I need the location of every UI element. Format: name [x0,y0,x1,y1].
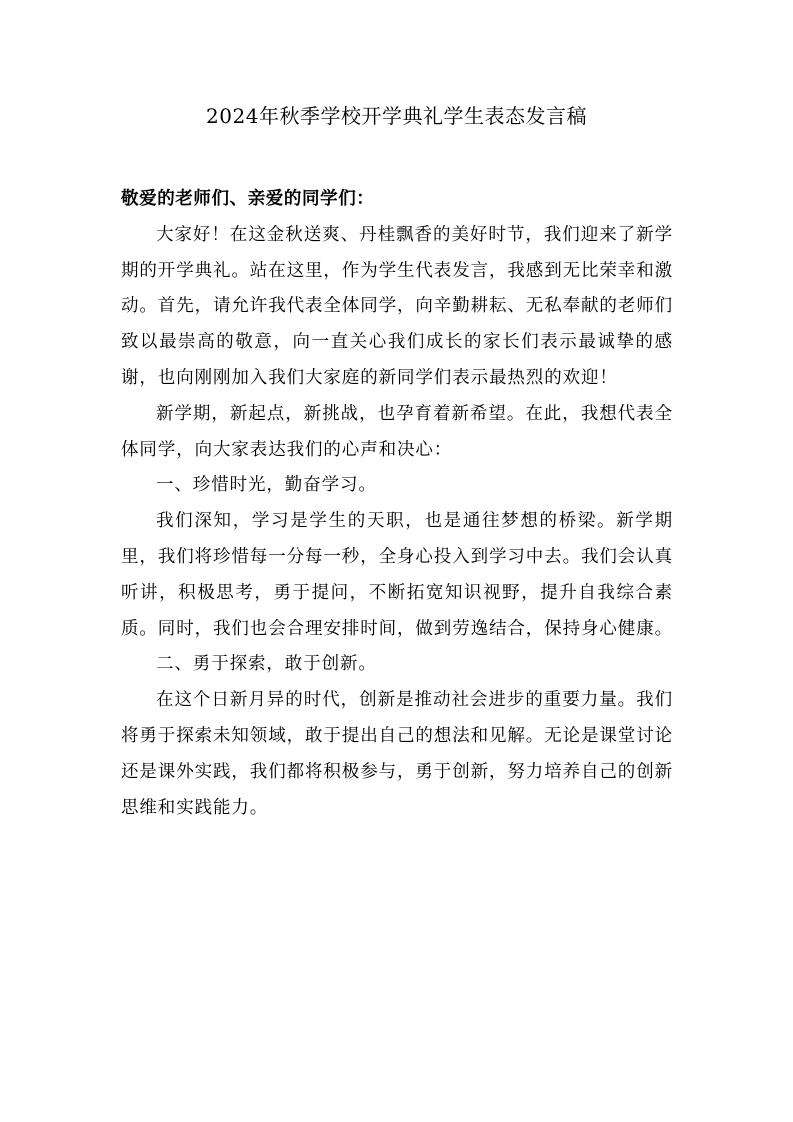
section-heading-2: 二、勇于探索，敢于创新。 [156,654,377,675]
paragraph-intro: 新学期，新起点，新挑战，也孕育着新希望。在此，我想代表全体同学，向大家表达我们的心声和决心： [121,403,673,460]
paragraph-study: 我们深知，学习是学生的天职，也是通往梦想的桥梁。新学期里，我们将珍惜每一分每一秒，全身心投入到学习中去。我们会认真听讲，积极思考，勇于提问，不断拓宽知识视野，提升自我综合素质。同时，我们也会合理安排时间，做到劳逸结合，保持身心健康。 [121,511,673,639]
salutation: 敬爱的老师们、亲爱的同学们： [121,189,375,209]
paragraph-opening: 大家好！在这金秋送爽、丹桂飘香的美好时节，我们迎来了新学期的开学典礼。站在这里，作为学生代表发言，我感到无比荣幸和激动。首先，请允许我代表全体同学，向辛勤耕耘、无私奉献的老师们致以最崇高的敬意，向一直关心我们成长的家长们表示最诚挚的感谢，也向刚刚加入我们大家庭的新同学们表示最热烈的欢迎！ [121,224,673,388]
document-body [121,182,673,826]
paragraph-innovation: 在这个日新月异的时代，创新是推动社会进步的重要力量。我们将勇于探索未知领域，敢于提出自己的想法和见解。无论是课堂讨论还是课外实践，我们都将积极参与，勇于创新，努力培养自己的创新思维和实践能力。 [121,690,673,818]
section-heading-1: 一、珍惜时光，勤奋学习。 [156,475,377,496]
document-title: 2024年秋季学校开学典礼学生表态发言稿 [206,104,587,128]
